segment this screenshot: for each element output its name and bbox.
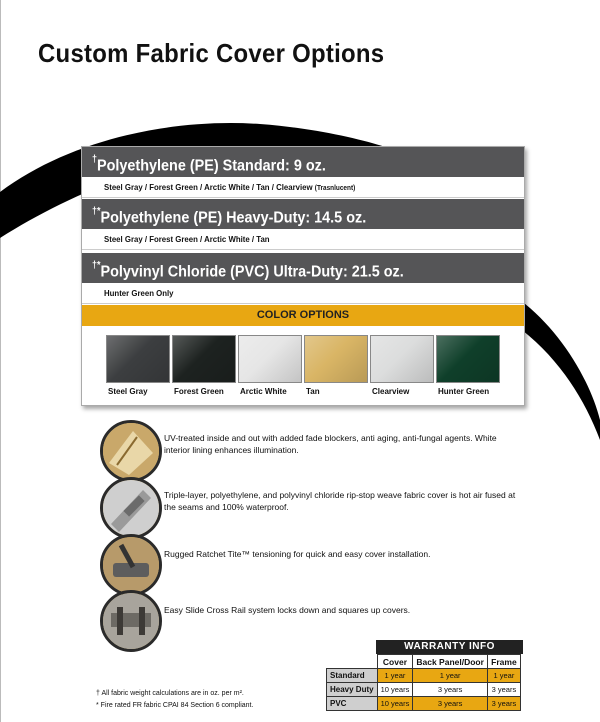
feature-text: Easy Slide Cross Rail system locks down and squares up covers. — [164, 605, 411, 615]
fabric-layers-icon — [100, 420, 162, 482]
warranty-cell: 1 year — [487, 669, 520, 683]
fabric-colors: Steel Gray / Forest Green / Arctic White / Tan / Clearview — [104, 182, 313, 192]
swatch-label: Hunter Green — [438, 387, 490, 396]
page-title: Custom Fabric Cover Options — [38, 38, 385, 68]
swatch-label: Forest Green — [174, 387, 224, 396]
fabric-header-pvc — [82, 253, 524, 283]
swatch-clearview — [370, 335, 434, 383]
swatch-label: Clearview — [372, 387, 410, 396]
warranty-cell: 3 years — [487, 697, 520, 711]
fabric-colors-note: (Trasnlucent) — [314, 185, 356, 192]
warranty-cell: 10 years — [377, 683, 413, 697]
fabric-mark: † — [92, 154, 98, 165]
swatch-tan — [304, 335, 368, 383]
swatch-label: Tan — [306, 387, 320, 396]
column-header: Back Panel/Door — [413, 655, 488, 669]
color-options-heading: COLOR OPTIONS — [82, 305, 524, 326]
fabric-options-panel — [81, 146, 525, 406]
swatch-hunter-green — [436, 335, 500, 383]
fabric-colors-pvc — [82, 283, 524, 304]
warranty-grid — [326, 654, 521, 711]
swatch-label: Steel Gray — [108, 387, 148, 396]
corner-cell — [327, 655, 378, 669]
warranty-cell: 1 year — [377, 669, 413, 683]
warranty-title: WARRANTY INFO — [376, 640, 523, 654]
warranty-cell: 3 years — [487, 683, 520, 697]
fabric-header-heavy-duty — [82, 199, 524, 229]
swatch-steel-gray — [106, 335, 170, 383]
row-header: PVC — [327, 697, 378, 711]
fabric-name: Polyethylene (PE) Standard: 9 oz. — [97, 157, 326, 175]
feature-text: Triple-layer, polyethylene, and polyvinyl chloride rip-stop weave fabric cover is hot air fused at the seams and 100% waterproof. — [164, 490, 516, 512]
row-header: Standard — [327, 669, 378, 683]
fabric-colors: Steel Gray / Forest Green / Arctic White / Tan — [104, 234, 270, 244]
row-header: Heavy Duty — [327, 683, 378, 697]
swatch-label: Arctic White — [240, 387, 287, 396]
footnotes — [96, 688, 253, 712]
column-header: Frame — [487, 655, 520, 669]
swatch-forest-green — [172, 335, 236, 383]
footnote-weight: † All fabric weight calculations are in oz. per m². — [96, 690, 244, 697]
feature-text: UV-treated inside and out with added fade blockers, anti aging, anti-fungal agents. White interior lining enhances illumination. — [164, 433, 497, 455]
fabric-name: Polyethylene (PE) Heavy-Duty: 14.5 oz. — [100, 209, 367, 227]
warranty-cell: 3 years — [413, 683, 488, 697]
footnote-fire-rating: * Fire rated FR fabric CPAI 84 Section 6 compliant. — [96, 702, 254, 709]
column-header: Cover — [377, 655, 413, 669]
fabric-mark: †* — [92, 260, 101, 271]
ratchet-icon — [100, 534, 162, 596]
cross-rail-icon — [100, 590, 162, 652]
feature-text: Rugged Ratchet Tite™ tensioning for quick and easy cover installation. — [164, 549, 431, 559]
fabric-colors-standard — [82, 177, 524, 198]
fabric-colors-heavy-duty — [82, 229, 524, 250]
fabric-name: Polyvinyl Chloride (PVC) Ultra-Duty: 21.5 oz. — [100, 263, 404, 281]
fabric-colors: Hunter Green Only — [104, 288, 174, 298]
swatch-arctic-white — [238, 335, 302, 383]
fabric-mark: †* — [92, 206, 101, 217]
warranty-cell: 1 year — [413, 669, 488, 683]
fabric-header-standard — [82, 147, 524, 177]
warranty-cell: 3 years — [413, 697, 488, 711]
warranty-cell: 10 years — [377, 697, 413, 711]
fabric-seam-icon — [100, 477, 162, 539]
